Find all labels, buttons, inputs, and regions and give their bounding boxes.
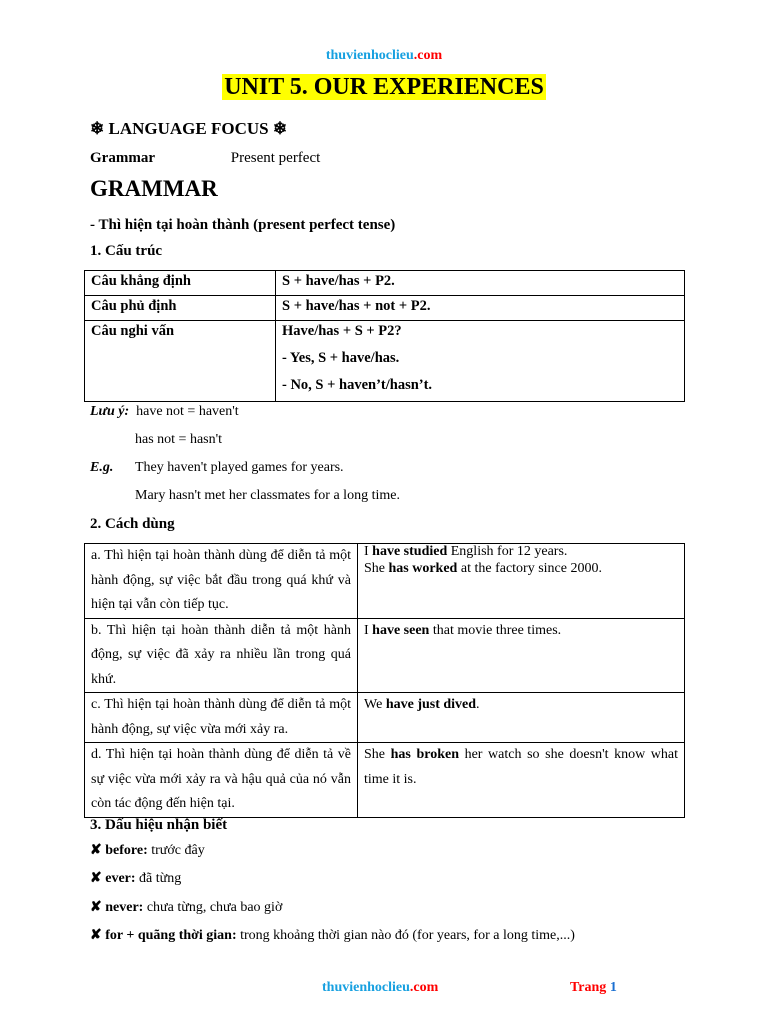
- table-row: [85, 296, 685, 321]
- example-1: They haven't played games for years.: [135, 460, 344, 475]
- affirmative-formula: S + have/has + P2.: [276, 271, 685, 296]
- question-label: Câu nghi vấn: [85, 321, 276, 402]
- example-2: Mary hasn't met her classmates for a long time.: [135, 488, 400, 503]
- intro-line: - Thì hiện tại hoàn thành (present perfect tense): [90, 217, 396, 233]
- question-cell: [276, 321, 685, 402]
- negative-formula: S + have/has + not + P2.: [276, 296, 685, 321]
- grammar-heading: GRAMMAR: [90, 176, 218, 201]
- question-formula: Have/has + S + P2?: [282, 323, 402, 339]
- note-line-1: [90, 404, 239, 420]
- list-item: [90, 842, 205, 859]
- usage-b-example: I have seen that movie three times.: [358, 618, 685, 693]
- usage-d-example: She has broken her watch so she doesn't know what time it is.: [358, 743, 685, 818]
- affirmative-label: Câu khẳng định: [85, 271, 276, 296]
- table-row: [85, 693, 685, 743]
- no-answer: - No, S + haven’t/hasn’t.: [282, 377, 433, 393]
- note-text-1: have not = haven't: [136, 404, 239, 419]
- signal-key: ✘ ever:: [90, 871, 136, 886]
- signal-key: ✘ never:: [90, 900, 144, 915]
- site-name: thuvienhoclieu: [322, 980, 410, 995]
- signal-value: chưa từng, chưa bao giờ: [143, 900, 283, 915]
- page-number: Trang 1: [570, 980, 617, 995]
- usage-c-example: We have just dived.: [358, 693, 685, 743]
- table-row: [85, 271, 685, 296]
- site-tld: .com: [413, 48, 443, 63]
- usage-a-examples: I have studied English for 12 years. She has worked at the factory since 2000.: [358, 544, 685, 619]
- footer-site-link[interactable]: [322, 980, 438, 996]
- language-focus-heading: ❄ LANGUAGE FOCUS ❄: [90, 119, 288, 138]
- grammar-row: [90, 150, 320, 167]
- structure-table: [84, 270, 685, 402]
- usage-d: d. Thì hiện tại hoàn thành dùng để diễn tả về sự việc vừa mới xảy ra và hậu quả của nó vẫn còn tác động đến hiện tại.: [85, 743, 358, 818]
- header-site-link[interactable]: [0, 48, 768, 64]
- signal-key: ✘ for + quãng thời gian:: [90, 928, 237, 943]
- usage-a: a. Thì hiện tại hoàn thành dùng để diễn tả một hành động, sự việc bắt đầu trong quá khứ và hiện tại vẫn còn tiếp tục.: [85, 544, 358, 619]
- section-structure-heading: 1. Cấu trúc: [90, 243, 163, 259]
- page-title: UNIT 5. OUR EXPERIENCES: [224, 74, 544, 100]
- signal-value: trong khoảng thời gian nào đó (for years, for a long time,...): [236, 928, 575, 943]
- site-tld: .com: [409, 980, 439, 995]
- grammar-value: Present perfect: [227, 150, 321, 166]
- section-signals-heading: 3. Dấu hiệu nhận biết: [90, 817, 228, 833]
- usage-c: c. Thì hiện tại hoàn thành dùng để diễn tả một hành động, sự việc vừa mới xảy ra.: [85, 693, 358, 743]
- signal-value: đã từng: [135, 871, 182, 886]
- example-label: E.g.: [90, 460, 114, 475]
- signal-key: ✘ before:: [90, 843, 148, 858]
- note-label: Lưu ý:: [90, 404, 130, 419]
- table-row: [85, 618, 685, 693]
- usage-table: [84, 543, 685, 818]
- negative-label: Câu phủ định: [85, 296, 276, 321]
- list-item: [90, 927, 575, 944]
- site-name: thuvienhoclieu: [325, 48, 414, 63]
- list-item: [90, 899, 282, 916]
- usage-b: b. Thì hiện tại hoàn thành diễn tả một hành động, sự việc đã xảy ra nhiều lần trong quá khứ.: [85, 618, 358, 693]
- list-item: [90, 870, 181, 887]
- table-row: [85, 321, 685, 402]
- table-row: [85, 743, 685, 818]
- note-text-2: has not = hasn't: [135, 432, 223, 447]
- grammar-label: Grammar: [90, 150, 155, 166]
- yes-answer: - Yes, S + have/has.: [282, 350, 400, 366]
- signal-value: trước đây: [147, 843, 205, 858]
- section-usage-heading: 2. Cách dùng: [90, 516, 175, 532]
- table-row: [85, 544, 685, 619]
